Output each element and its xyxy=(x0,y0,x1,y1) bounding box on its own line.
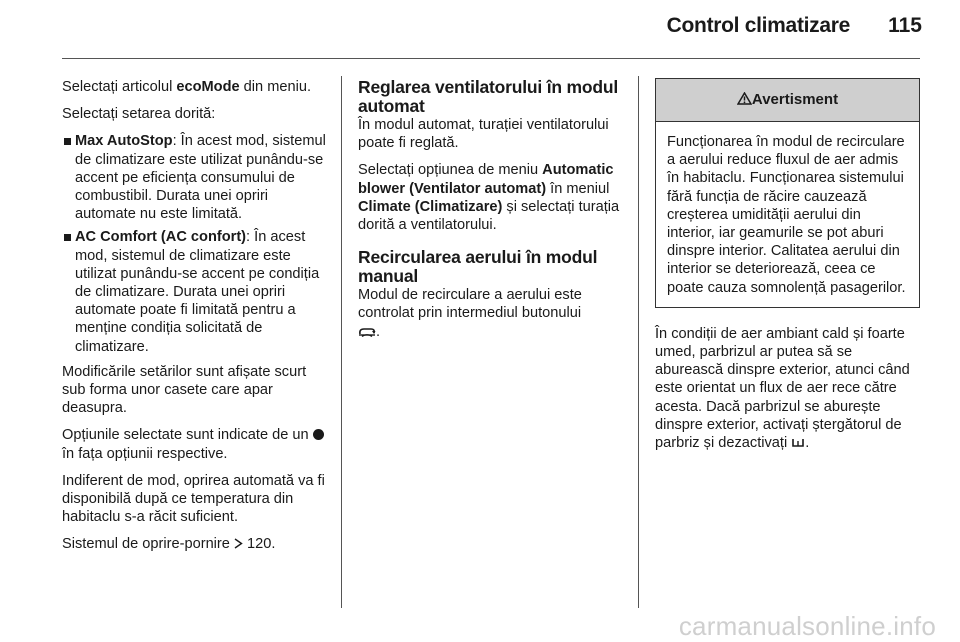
paragraph-options-indicator: Opțiunile selectate sunt indicate de un în fața opțiunii respective. xyxy=(62,426,327,462)
warning-triangle-icon xyxy=(737,92,752,105)
paragraph-autostop-availability: Indiferent de mod, oprirea automată va fi disponibilă după ce temperatura din habitaclu s-a răcit suficient. xyxy=(62,472,325,526)
term-max-autostop: Max AutoStop xyxy=(75,133,173,150)
page-number: 115 xyxy=(888,14,922,37)
term-climate: Climate (Climatizare) xyxy=(358,198,503,215)
paragraph-select-setting: Selectați setarea dorită: xyxy=(62,106,216,123)
heading-recirculation: Recircularea aerului în modul manual xyxy=(358,247,598,287)
paragraph-select-item: Selectați articolul ecoMode din meniu. xyxy=(62,79,312,95)
list-item: Max AutoStop: În acest mod, sistemul de climatizare este utilizat punându-se accent pe eficiența consumului de combustibil. Durata unei opriri automate nu este limitată. xyxy=(62,132,327,223)
paragraph-stop-start-ref: Sistemul de oprire-pornire 120. xyxy=(62,536,276,553)
column-divider-left xyxy=(341,76,342,608)
warning-title: Avertisment xyxy=(751,91,839,108)
paragraph-recirculation: Modul de recirculare a aerului este controlat prin intermediul butonului . xyxy=(358,287,582,340)
warning-box xyxy=(655,78,920,308)
filled-circle-icon xyxy=(313,429,324,440)
heading-auto-blower: Reglarea ventilatorului în modul automat xyxy=(358,77,619,116)
column-divider-right xyxy=(638,76,639,608)
column-2 xyxy=(358,78,623,350)
column-3 xyxy=(655,78,920,461)
list-item: AC Comfort (AC confort): În acest mod, sistemul de climatizare este utilizat punându-se accent pe condiția de climatizare. Durata unei opriri automate poate fi limitată pentru a menține condiția solicitată de climatizare. xyxy=(62,228,327,355)
header-title: Control climatizare xyxy=(666,14,850,37)
term-automatic-blower: Automatic blower (Ventilator automat) xyxy=(358,162,614,197)
warning-body: Funcționarea în modul de recirculare a aerului reduce fluxul de aer admis în habitaclu. Funcționarea sistemului fără funcția de răcire cauzează creșterea umidității aerului din interior, iar geamurile se pot aburi dinspre interior. Calitatea aerului din interior se deteriorează, ceea ce poate cauza somnolență pasagerilor. xyxy=(667,134,906,296)
recirculation-off-icon xyxy=(791,437,805,448)
term-ac-comfort: AC Comfort (AC confort) xyxy=(75,229,247,246)
column-1 xyxy=(62,78,327,563)
paragraph-settings-display: Modificările setărilor sunt afișate scurt sub forma unor casete care apar deasupra. xyxy=(62,363,307,417)
bullet-square xyxy=(64,138,71,145)
term-ecomode: ecoMode xyxy=(176,79,240,95)
paragraph-windscreen-fog: În condiții de aer ambiant cald și foarte umed, parbrizul ar putea să se aburească dinspre exterior, atunci când este orientat un flux de aer rece către acesta. Dacă parbrizul se aburește dinspre exterior, activați ștergătorul de parbriz și dezactivați . xyxy=(655,325,910,452)
paragraph-auto-blower-adjust: În modul automat, turației ventilatorului poate fi reglată. xyxy=(358,117,609,152)
bullet-square xyxy=(64,234,71,241)
paragraph-auto-blower-menu: Selectați opțiunea de meniu Automatic blower (Ventilator automat) în meniul Climate (Climatizare) și selectați turația dorită a ventilatorului. xyxy=(358,162,620,234)
header-rule xyxy=(62,58,920,59)
recirculation-icon xyxy=(358,327,376,337)
page-reference-arrow-icon xyxy=(234,538,243,549)
watermark: carmanualsonline.info xyxy=(678,611,936,641)
warning-header xyxy=(656,79,919,122)
